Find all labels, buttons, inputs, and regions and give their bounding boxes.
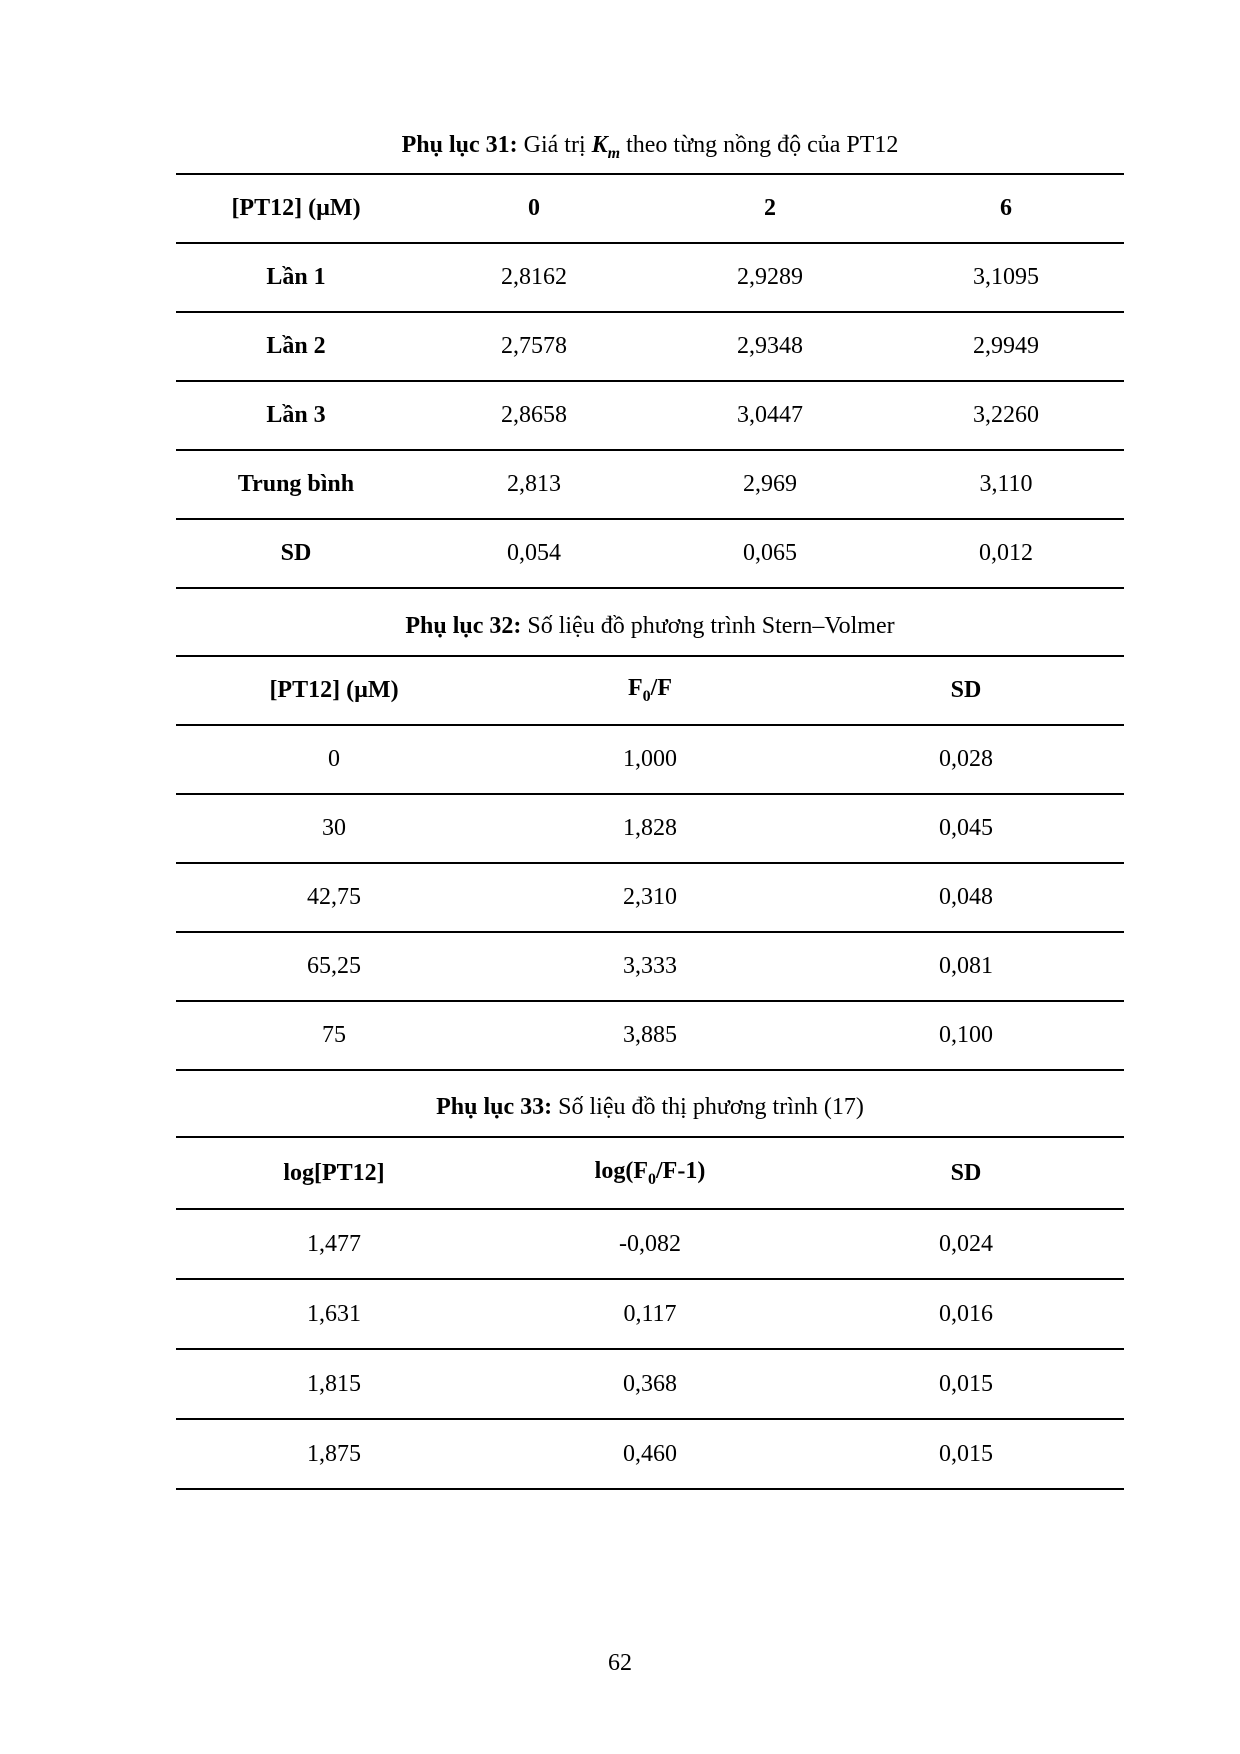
table-cell: 2,8162	[501, 264, 567, 290]
km-symbol: $K_m$	[591, 132, 621, 162]
table-cell: 3,333	[623, 953, 677, 979]
table33	[176, 1136, 1124, 1490]
table-cell: 0,015	[939, 1370, 993, 1397]
table-cell: 2,969	[743, 471, 797, 497]
table-cell: 0,015	[939, 1440, 993, 1467]
table33-caption-text: Số liệu đồ thị phương trình (17)	[552, 1094, 864, 1120]
header-cell-log-f0: $\log(F_0/F-1)$	[594, 1157, 706, 1188]
table-header-row	[176, 174, 1124, 243]
table-cell: 0,028	[939, 746, 993, 772]
table31	[176, 173, 1124, 589]
table-cell: 0,100	[939, 1022, 993, 1048]
table-cell: 0,368	[623, 1370, 677, 1397]
table-row	[176, 243, 1124, 312]
table-row	[176, 381, 1124, 450]
table33-caption	[176, 1092, 1124, 1122]
table-cell: 2,9949	[973, 333, 1039, 359]
table-cell: 2,7578	[501, 333, 567, 359]
table32-caption	[176, 611, 1124, 641]
row-label: SD	[280, 540, 312, 566]
table32-caption-label: Phụ lục 32:	[405, 613, 522, 639]
table-cell: 2,9289	[737, 264, 803, 290]
header-cell: 6	[1000, 195, 1012, 221]
table-cell: 30	[322, 815, 346, 841]
table-cell: 2,813	[507, 471, 561, 497]
header-cell: [PT12] (µM)	[231, 195, 361, 221]
table-header-row	[176, 1137, 1124, 1209]
table-cell: 1,875	[307, 1440, 361, 1467]
table-cell: 1,631	[307, 1300, 361, 1327]
table31-caption	[176, 130, 1124, 169]
table-cell: 1,815	[307, 1370, 361, 1397]
table-cell: 3,1095	[973, 264, 1039, 290]
table-cell: 0,016	[939, 1300, 993, 1327]
table-cell: 3,2260	[973, 402, 1039, 428]
table-row	[176, 725, 1124, 794]
header-cell: SD	[950, 677, 982, 703]
table-row	[176, 1001, 1124, 1070]
table-header-row	[176, 656, 1124, 725]
table-cell: 1,828	[623, 815, 677, 841]
table-cell: 0	[328, 746, 340, 772]
table-cell: 0,065	[743, 540, 797, 566]
table-cell: 65,25	[307, 953, 361, 979]
table31-caption-post: theo từng nồng độ của PT12	[620, 132, 899, 158]
table31-caption-pre: Giá trị	[517, 132, 592, 158]
table-row	[176, 1209, 1124, 1279]
table-row	[176, 312, 1124, 381]
table-row	[176, 863, 1124, 932]
table-cell: 2,9348	[737, 333, 803, 359]
table-cell: 42,75	[307, 884, 361, 910]
table-cell: -0,082	[619, 1230, 681, 1257]
table-cell: 3,885	[623, 1022, 677, 1048]
table32	[176, 655, 1124, 1071]
table-cell: 0,024	[939, 1230, 993, 1257]
table-row	[176, 519, 1124, 588]
table-row	[176, 1349, 1124, 1419]
table-cell: 75	[322, 1022, 346, 1048]
row-label: Lần 1	[266, 264, 326, 290]
table-cell: 0,048	[939, 884, 993, 910]
table32-caption-text: Số liệu đồ phương trình Stern–Volmer	[521, 613, 895, 639]
header-cell: log[PT12]	[283, 1159, 385, 1186]
table-cell: 0,460	[623, 1440, 677, 1467]
row-label: Lần 3	[266, 402, 326, 428]
table33-caption-label: Phụ lục 33:	[436, 1094, 553, 1120]
header-cell-f0-over-f: $F_0/F$	[628, 675, 672, 705]
header-cell: 0	[528, 195, 540, 221]
table-row	[176, 450, 1124, 519]
table-cell: 1,000	[623, 746, 677, 772]
header-cell: SD	[950, 1159, 982, 1186]
table-cell: 2,310	[623, 884, 677, 910]
table-row	[176, 1279, 1124, 1349]
table-cell: 0,117	[623, 1300, 677, 1327]
table-row	[176, 794, 1124, 863]
table-cell: 1,477	[307, 1230, 361, 1257]
table-row	[176, 1419, 1124, 1489]
table-cell: 3,110	[979, 471, 1033, 497]
table31-caption-label: Phụ lục 31:	[401, 132, 518, 158]
table-cell: 0,081	[939, 953, 993, 979]
row-label: Lần 2	[266, 333, 326, 359]
table-cell: 0,012	[979, 540, 1033, 566]
table-cell: 2,8658	[501, 402, 567, 428]
page-number: 62	[608, 1650, 632, 1676]
table-row	[176, 932, 1124, 1001]
table-cell: 3,0447	[737, 402, 803, 428]
header-cell: [PT12] (µM)	[269, 677, 399, 703]
header-cell: 2	[764, 195, 776, 221]
table-cell: 0,054	[507, 540, 561, 566]
row-label: Trung bình	[237, 471, 355, 497]
table-cell: 0,045	[939, 815, 993, 841]
